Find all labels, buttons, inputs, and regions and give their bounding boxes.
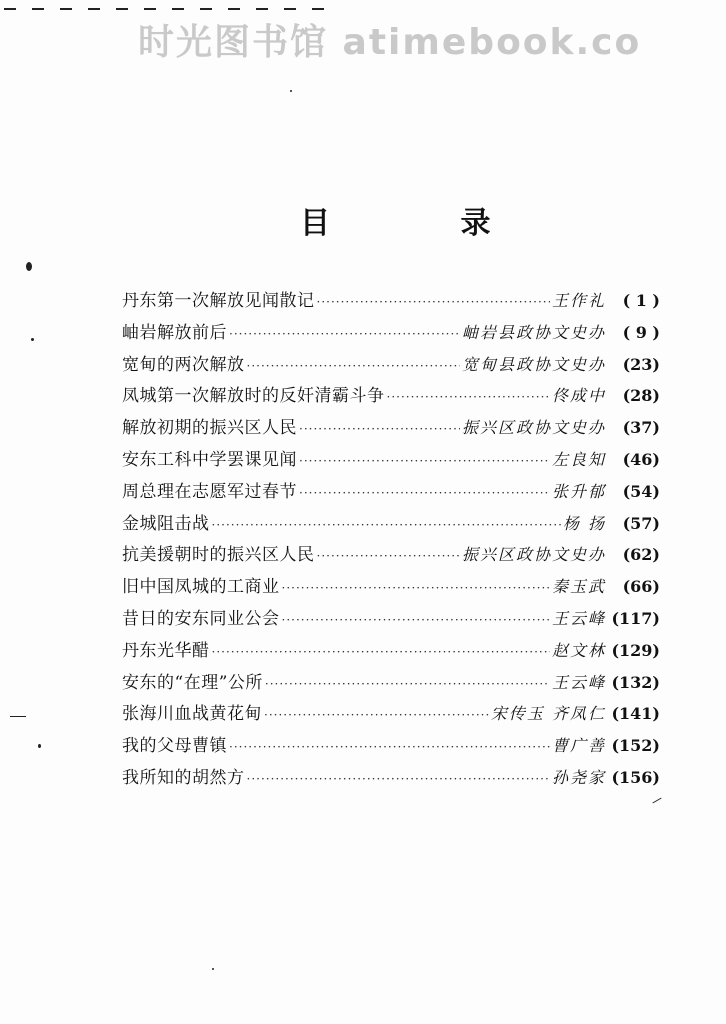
dot-leader [299,454,550,468]
toc-entry-page: (129) [611,640,660,660]
toc-entry-page: (28) [622,386,660,406]
toc-entry [122,636,660,668]
dot-leader [317,295,550,309]
dot-leader [299,486,550,500]
dot-leader [247,772,550,786]
dot-leader [282,613,550,627]
toc-entry-author: 宋传玉 齐凤仁 [490,704,606,724]
toc-entry-title: 旧中国凤城的工商业 [122,577,280,598]
toc-entry-title: 岫岩解放前后 [122,322,227,343]
toc-entry-author: 王云峰 [551,608,606,628]
dot-leader [317,549,460,563]
toc-entry-author: 张升郁 [551,481,606,501]
toc-entry-page: (62) [622,545,660,565]
toc-entry [122,668,660,700]
toc-entry-title: 凤城第一次解放时的反奸清霸斗争 [122,386,385,407]
scan-speck [26,262,32,271]
dash [312,8,324,10]
toc-entry-title: 金城阻击战 [122,513,210,534]
toc-entry-author: 佟成中 [551,386,606,406]
top-border-dashes [0,8,324,10]
toc-entry-title: 抗美援朝时的振兴区人民 [122,545,315,566]
toc-entry [122,509,660,541]
table-of-contents [122,286,660,795]
toc-entry-page: (46) [622,449,660,469]
toc-entry-author: 曹广善 [551,736,606,756]
dash [88,8,100,10]
toc-entry-author: 杨 扬 [562,513,606,533]
toc-entry-title: 丹东光华醋 [122,640,210,661]
dot-leader [229,740,550,754]
toc-entry-title: 宽甸的两次解放 [122,354,245,375]
scan-speck [652,798,661,804]
dash [200,8,212,10]
toc-entry-page: ( 9 ) [622,322,660,342]
toc-entry [122,413,660,445]
toc-entry-page: (66) [622,577,660,597]
toc-entry-page: (54) [622,481,660,501]
toc-entry-title: 安东工科中学罢课见闻 [122,449,297,470]
scan-speck [10,716,26,717]
scan-speck [31,338,34,341]
dot-leader [229,327,460,341]
dot-leader [212,645,550,659]
dot-leader [282,581,550,595]
toc-entry [122,318,660,350]
dot-leader [264,708,489,722]
toc-entry-page: (152) [611,736,660,756]
toc-entry-page: (132) [611,672,660,692]
dash [256,8,268,10]
toc-entry-author: 秦玉武 [551,577,606,597]
scan-speck [290,90,292,92]
toc-entry-author: 左良知 [551,449,606,469]
toc-entry-title: 安东的“在理”公所 [122,672,263,693]
toc-entry-title: 解放初期的振兴区人民 [122,418,297,439]
toc-entry-author: 王云峰 [551,672,606,692]
toc-entry-author: 孙尧家 [551,767,606,787]
toc-entry-page: (141) [611,704,660,724]
toc-entry-title: 周总理在志愿军过春节 [122,481,297,502]
toc-entry-page: (117) [611,608,660,628]
toc-entry-author: 赵文林 [551,640,606,660]
toc-entry-page: ( 1 ) [622,291,660,310]
toc-entry-title: 张海川血战黄花甸 [122,704,262,725]
toc-entry [122,477,660,509]
watermark: 时光图书馆 atimebook.co [138,22,642,63]
scan-speck [38,744,41,748]
page-title: 目 录 [300,206,551,241]
toc-entry [122,286,660,318]
dash [172,8,184,10]
dash [284,8,296,10]
dash [60,8,72,10]
toc-entry-title: 我所知的胡然方 [122,767,245,788]
toc-entry-page: (23) [622,354,660,374]
dash [228,8,240,10]
toc-entry [122,350,660,382]
toc-entry [122,381,660,413]
toc-entry-author: 振兴区政协文史办 [461,418,606,438]
dot-leader [247,359,460,373]
toc-entry-page: (156) [611,767,660,787]
toc-entry [122,445,660,477]
toc-entry-title: 丹东第一次解放见闻散记 [122,291,315,311]
dash [4,8,16,10]
dot-leader [265,677,550,691]
toc-entry-author: 岫岩县政协文史办 [461,322,606,342]
toc-entry [122,731,660,763]
toc-entry-page: (37) [622,418,660,438]
toc-entry [122,540,660,572]
toc-entry-title: 我的父母曹镇 [122,736,227,757]
dot-leader [387,390,550,404]
toc-entry [122,699,660,731]
toc-entry [122,572,660,604]
toc-entry-author: 宽甸县政协文史办 [461,354,606,374]
scan-speck [212,968,214,970]
toc-entry-author: 王作礼 [551,291,606,310]
toc-entry-title: 昔日的安东同业公会 [122,608,280,629]
dot-leader [299,422,460,436]
dot-leader [212,518,561,532]
dash [144,8,156,10]
toc-entry-author: 振兴区政协文史办 [461,545,606,565]
dash [32,8,44,10]
toc-entry [122,604,660,636]
toc-entry [122,763,660,795]
toc-entry-page: (57) [622,513,660,533]
dash [116,8,128,10]
